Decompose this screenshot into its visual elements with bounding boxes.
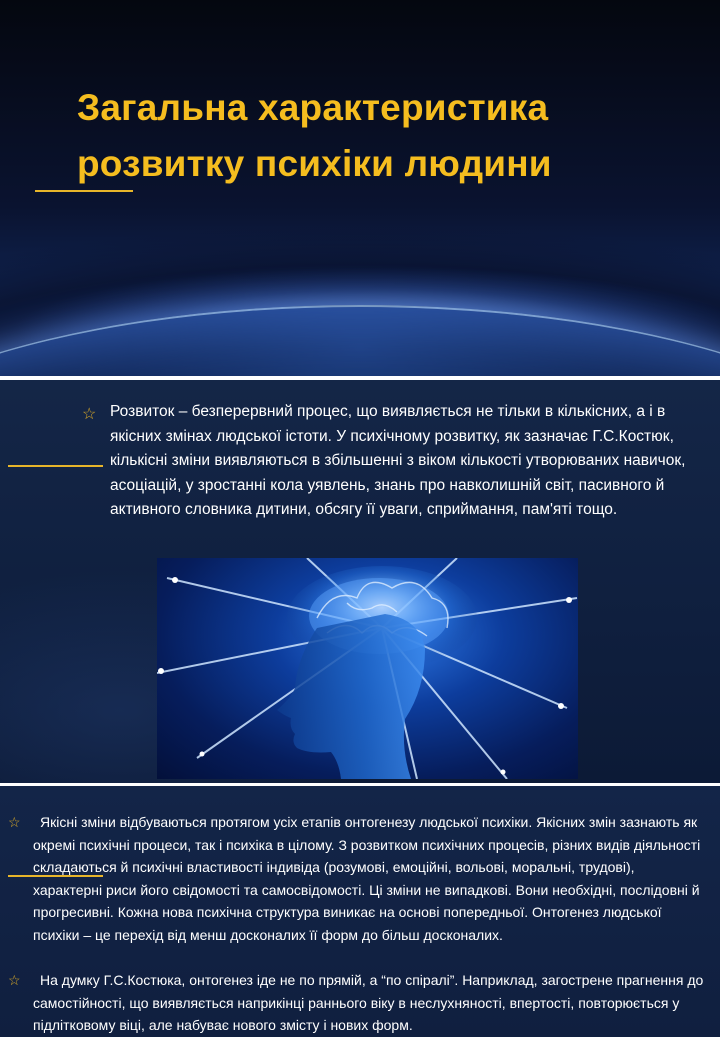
development-paragraph: Розвиток – безперервний процес, що виявляється не тільки в кількісних, а і в якісних змінах людської істоти. У психічному розвитку, як зазначає Г.С.Костюк, кількісні зміни виявляються в збільшенні з віком кількості утворюваних навичок, асоціацій, у зростанні кола уявлень, знань про навколишній світ, пасивного й активного словника дитини, обсягу її уваги, сприймання, пам'яті тощо. [110,403,686,518]
slide-title [77,80,677,192]
paragraph-accent-line [8,465,103,467]
title-line-2: розвитку психіки людини [77,143,552,184]
qualitative-changes-paragraph: Якісні зміни відбуваються протягом усіх етапів онтогенезу людської психіки. Якісних змін зазнають як окремі психічні процеси, так і психіка в цілому. З розвитком психічних процесів, різних видів діяльності складаються й психічні властивості індивіда (розумові, емоційні, вольові, моральні, трудові), характерні риси його свідомості та самосвідомості. Ці зміни не випадкові. Вони необхідні, послідовні й прогресивні. Кожна нова психічна структура виникає на основі попередньої. Онтогенез людської психіки – це перехід від менш досконалих її форм до більш досконалих. [33,814,701,943]
brain-illustration-image [157,558,578,779]
qualitative-changes-slide [0,786,720,1037]
star-bullet-icon: ☆ [8,972,21,988]
title-accent-line [35,190,133,192]
star-bullet-icon: ☆ [8,814,21,830]
star-bullet-icon: ☆ [82,406,97,423]
title-slide [0,0,720,376]
title-line-1: Загальна характеристика [77,87,549,128]
development-slide [0,380,720,783]
brain-illustration-svg [157,558,578,779]
earth-horizon-image [0,305,720,376]
spiral-development-paragraph: На думку Г.С.Костюка, онтогенез іде не по прямій, а “по спіралі”. Наприклад, загострене прагнення до самостійності, що виявляється наприкінці раннього віку в неслухняності, впертості, повторюється у підлітковому віці, але набуває нового змісту і нових форм. [33,972,704,1033]
